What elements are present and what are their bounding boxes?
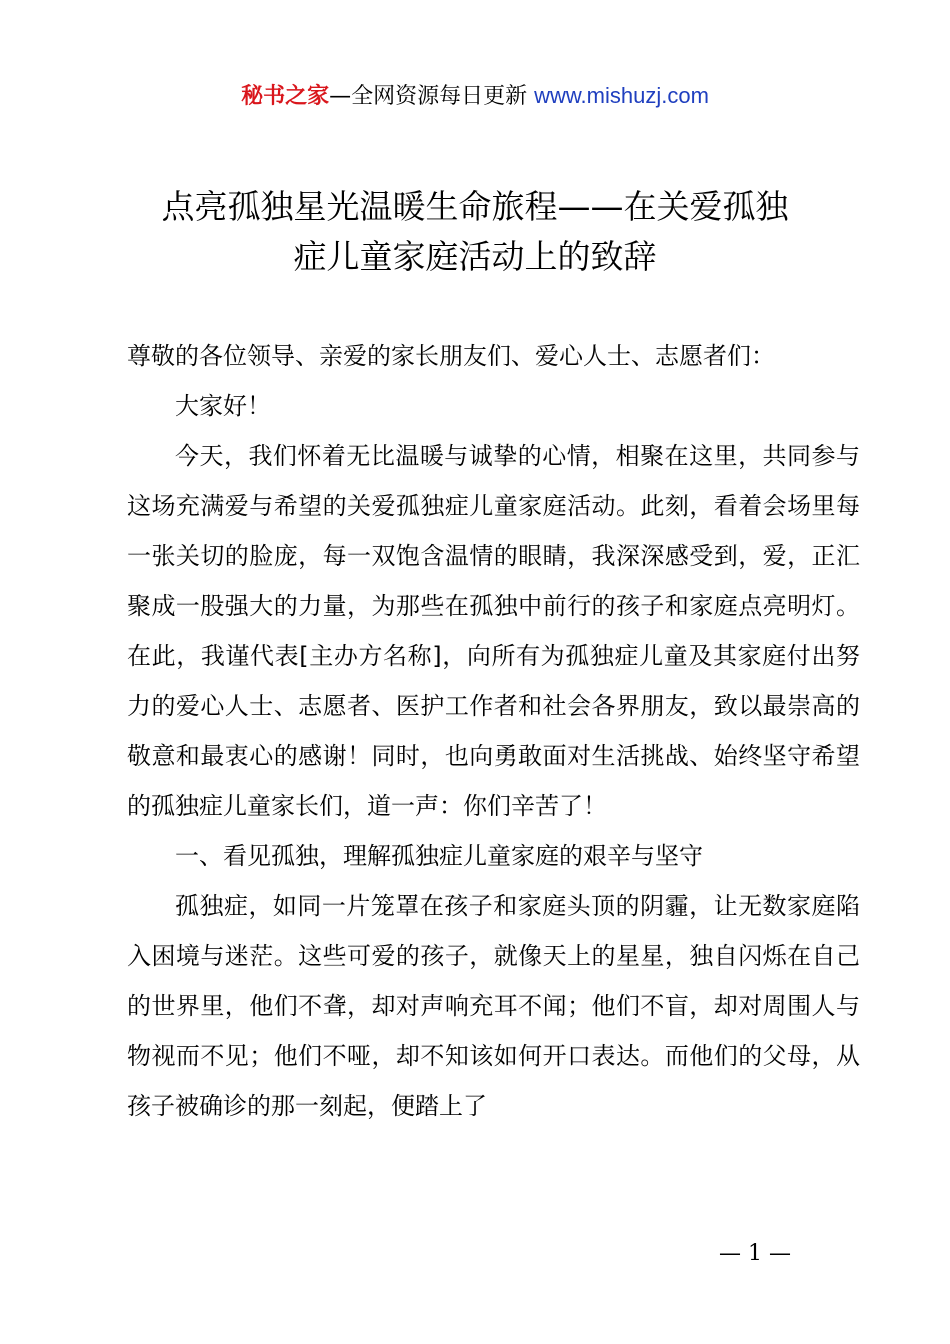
document-title (60, 182, 890, 282)
section-1-heading: 一、看见孤独，理解孤独症儿童家庭的艰辛与坚守 (175, 842, 703, 870)
greeting: 大家好！ (175, 392, 271, 420)
paragraph-1: 今天，我们怀着无比温暖与诚挚的心情，相聚在这里，共同参与这场充满爱与希望的关爱孤独症儿童家庭活动。此刻，看着会场里每一张关切的脸庞，每一双饱含温情的眼睛，我深深感受到，爱，正汇聚成一股强大的力量，为那些在孤独中前行的孩子和家庭点亮明灯。在此，我谨代表[主办方名称]，向所有为孤独症儿童及其家庭付出努力的爱心人士、志愿者、医护工作者和社会各界朋友，致以最崇高的敬意和最衷心的感谢！同时，也向勇敢面对生活挑战、始终坚守希望的孤独症儿童家长们，道一声：你们辛苦了！ (127, 442, 860, 820)
site-tagline: —全网资源每日更新 (329, 84, 528, 109)
site-brand: 秘书之家 (241, 84, 330, 109)
site-url[interactable]: www.mishuzj.com (534, 83, 709, 108)
document-body (127, 331, 860, 1131)
paragraph-2: 孤独症，如同一片笼罩在孩子和家庭头顶的阴霾，让无数家庭陷入困境与迷茫。这些可爱的孩子，就像天上的星星，独自闪烁在自己的世界里，他们不聋，却对声响充耳不闻；他们不盲，却对周围人与物视而不见；他们不哑，却不知该如何开口表达。而他们的父母，从孩子被确诊的那一刻起，便踏上了 (127, 892, 860, 1120)
site-header (0, 80, 950, 113)
page-number: — 1 — (719, 1241, 791, 1266)
title-line-2: 症儿童家庭活动上的致辞 (293, 237, 657, 276)
title-line-1: 点亮孤独星光温暖生命旅程——在关爱孤独 (161, 187, 789, 226)
salutation: 尊敬的各位领导、亲爱的家长朋友们、爱心人士、志愿者们： (127, 342, 775, 370)
